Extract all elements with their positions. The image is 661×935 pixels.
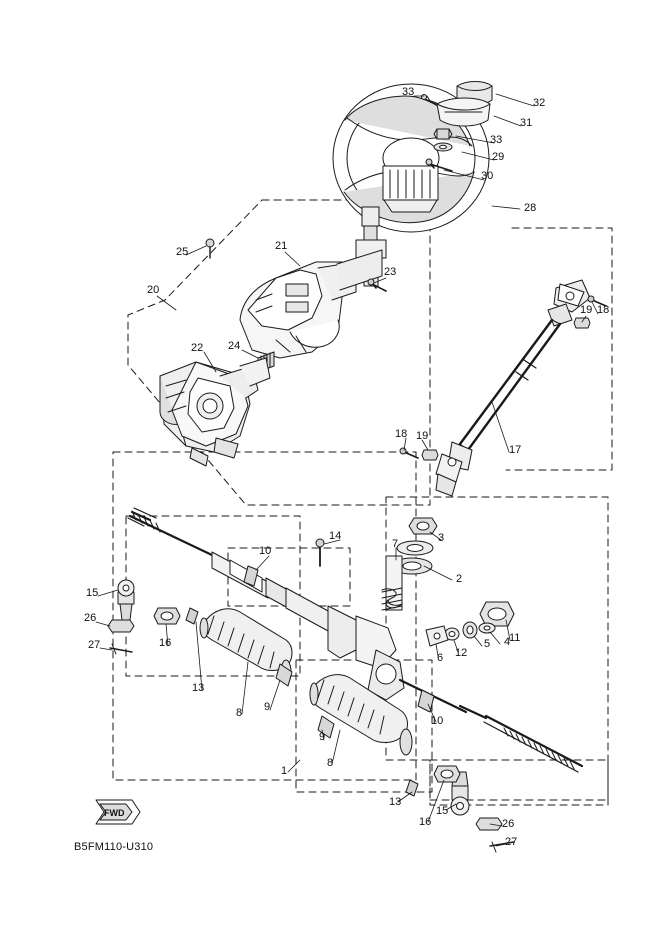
callout-29: 29 (492, 151, 505, 163)
callout-10a: 10 (259, 545, 272, 557)
callout-12: 12 (455, 647, 468, 659)
callout-19b: 19 (416, 430, 429, 442)
callout-1: 1 (281, 765, 288, 777)
callout-20: 20 (147, 284, 160, 296)
callout-11: 11 (509, 632, 521, 644)
callout-32: 32 (533, 97, 546, 109)
callout-16b: 16 (419, 816, 432, 828)
callout-8b: 8 (327, 757, 334, 769)
callout-16a: 16 (159, 637, 172, 649)
callout-15a: 15 (86, 587, 99, 599)
callout-9a: 9 (264, 701, 271, 713)
callout-14: 14 (329, 530, 342, 542)
callout-13b: 13 (389, 796, 402, 808)
callout-15b: 15 (436, 805, 449, 817)
callout-33a: 33 (402, 86, 415, 98)
callout-26b: 26 (502, 818, 515, 830)
callout-8a: 8 (236, 707, 243, 719)
callout-30: 30 (481, 170, 494, 182)
callout-13a: 13 (192, 682, 205, 694)
callout-27a: 27 (88, 639, 101, 651)
callout-2: 2 (456, 573, 463, 585)
callout-31: 31 (520, 117, 533, 129)
callout-4: 4 (504, 636, 511, 648)
callout-24: 24 (228, 340, 241, 352)
callout-7: 7 (392, 538, 399, 550)
callout-23: 23 (384, 266, 397, 278)
callout-17: 17 (509, 444, 522, 456)
callout-9b: 9 (319, 731, 326, 743)
callout-18b: 18 (395, 428, 408, 440)
fwd-direction-label: FWD (104, 808, 125, 818)
callout-21: 21 (275, 240, 288, 252)
callout-5: 5 (484, 638, 491, 650)
callout-27b: 27 (505, 836, 518, 848)
part-code-label: B5FM110-U310 (74, 841, 154, 853)
callout-18a: 18 (597, 304, 610, 316)
callout-26a: 26 (84, 612, 97, 624)
callout-25: 25 (176, 246, 189, 258)
callout-33b: 33 (490, 134, 503, 146)
callout-3: 3 (438, 532, 445, 544)
callout-19a: 19 (580, 304, 593, 316)
callout-22: 22 (191, 342, 204, 354)
callout-10b: 10 (431, 715, 444, 727)
callout-28: 28 (524, 202, 537, 214)
callout-6: 6 (437, 652, 444, 664)
